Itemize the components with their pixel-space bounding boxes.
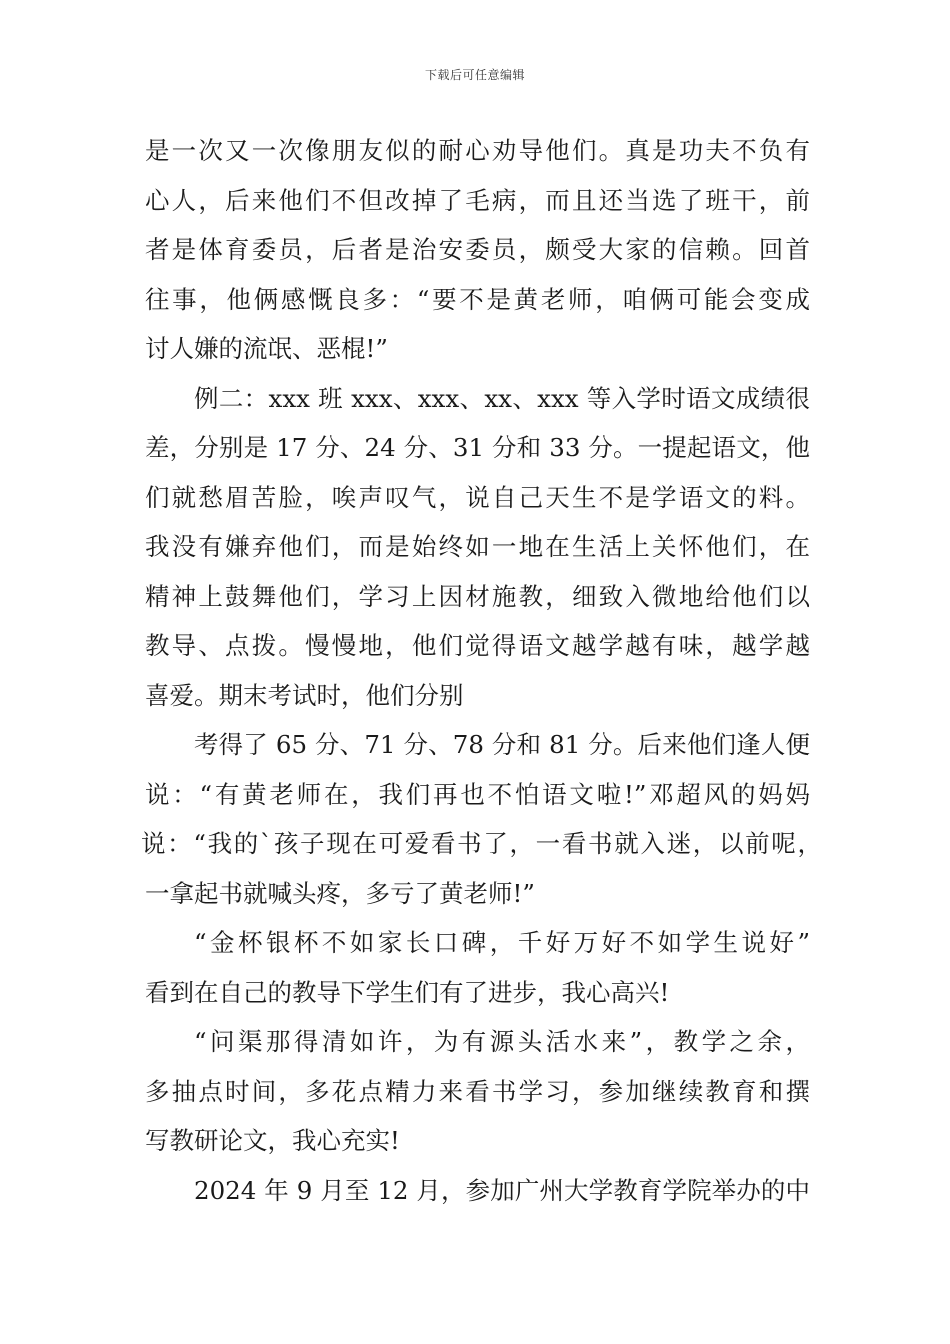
- text-line: 我没有嫌弃他们，而是始终如一地在生活上关怀他们，在: [145, 532, 810, 561]
- text-line: 往事，他俩感慨良多：“要不是黄老师，咱俩可能会变成: [145, 284, 810, 314]
- text-line: 一拿起书就喊头疼，多亏了黄老师!”: [145, 878, 535, 908]
- page-header: 下载后可任意编辑: [424, 68, 525, 82]
- text-line: 多抽点时间，多花点精力来看书学习，参加继续教育和撰: [145, 1076, 810, 1106]
- text-line: 精神上鼓舞他们，学习上因材施教，细致入微地给他们以: [145, 581, 810, 611]
- text-line: 考得了 65 分、71 分、78 分和 81 分。后来他们逢人便: [194, 730, 810, 759]
- text-line: 2024 年 9 月至 12 月，参加广州大学教育学院举办的中: [194, 1175, 810, 1205]
- text-line: 写教研论文，我心充实!: [145, 1126, 400, 1155]
- text-line: 例二：xxx 班 xxx、xxx、xx、xxx 等入学时语文成绩很: [194, 383, 810, 413]
- text-line: 喜爱。期末考试时，他们分别: [145, 680, 464, 710]
- text-line: 差，分别是 17 分、24 分、31 分和 33 分。一提起语文，他: [145, 433, 810, 462]
- text-line: “金杯银杯不如家长口碑，千好万好不如学生说好”: [194, 928, 810, 957]
- text-line: 心人，后来他们不但改掉了毛病，而且还当选了班干，前: [145, 185, 810, 215]
- text-line: 是一次又一次像朋友似的耐心劝导他们。真是功夫不负有: [145, 136, 810, 165]
- text-line: “问渠那得清如许，为有源头活水来”，教学之余，: [194, 1027, 810, 1056]
- text-line: 说：“我的`孩子现在可爱看书了，一看书就入迷，以前呢，: [141, 829, 822, 858]
- text-line: 者是体育委员，后者是治安委员，颇受大家的信赖。回首: [145, 235, 810, 264]
- text-line: 们就愁眉苦脸，唉声叹气，说自己天生不是学语文的料。: [145, 482, 810, 512]
- text-line: 教导、点拨。慢慢地，他们觉得语文越学越有味，越学越: [145, 631, 810, 660]
- document-body: [141, 126, 822, 1215]
- text-line: 讨人嫌的流氓、恶棍!”: [145, 334, 388, 363]
- text-line: 看到在自己的教导下学生们有了进步，我心高兴!: [145, 977, 670, 1007]
- text-line: 说：“有黄老师在，我们再也不怕语文啦!”邓超风的妈妈: [145, 779, 810, 809]
